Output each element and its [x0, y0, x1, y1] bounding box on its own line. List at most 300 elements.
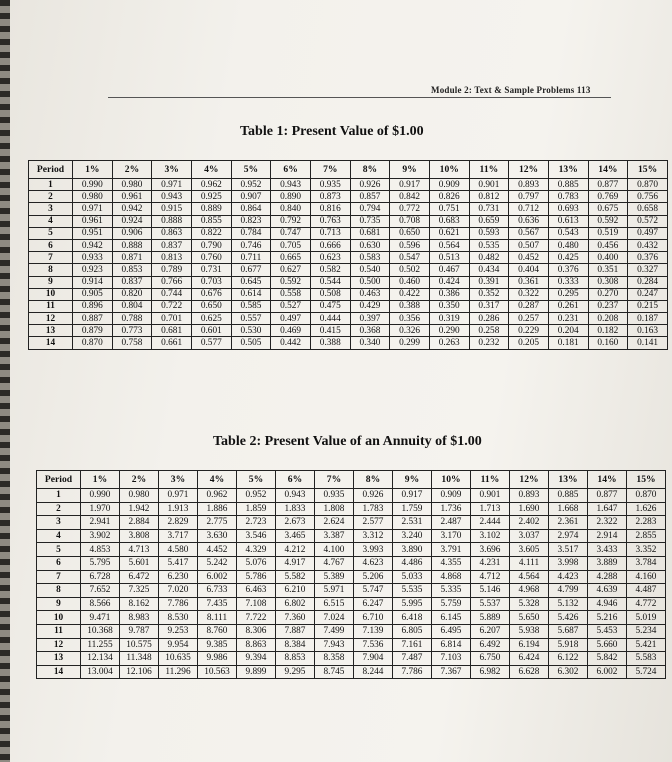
value-cell: 0.215	[628, 300, 668, 312]
value-cell: 7.103	[432, 652, 471, 666]
table-row	[37, 584, 666, 598]
value-cell: 10.368	[81, 624, 120, 638]
value-cell: 0.924	[112, 215, 152, 227]
value-cell: 8.760	[198, 624, 237, 638]
value-cell: 3.433	[588, 543, 627, 557]
value-cell: 6.145	[432, 611, 471, 625]
table2-title: Table 2: Present Value of an Annuity of $1.00	[213, 434, 482, 449]
value-cell: 3.465	[276, 529, 315, 543]
value-cell: 0.804	[112, 300, 152, 312]
rate-column-header: 3%	[152, 161, 192, 179]
value-cell: 0.497	[271, 313, 311, 325]
value-cell: 0.376	[548, 264, 588, 276]
value-cell: 3.696	[471, 543, 510, 557]
value-cell: 9.253	[159, 624, 198, 638]
value-cell: 0.182	[588, 325, 628, 337]
value-cell: 2.974	[549, 529, 588, 543]
table-row	[37, 543, 666, 557]
rate-column-header: 4%	[191, 161, 231, 179]
value-cell: 8.162	[120, 597, 159, 611]
value-cell: 0.452	[509, 252, 549, 264]
value-cell: 4.580	[159, 543, 198, 557]
value-cell: 7.943	[315, 638, 354, 652]
value-cell: 0.826	[429, 191, 469, 203]
value-cell: 5.795	[81, 556, 120, 570]
value-cell: 0.425	[548, 252, 588, 264]
value-cell: 0.287	[509, 300, 549, 312]
value-cell: 5.842	[588, 652, 627, 666]
rate-column-header: 1%	[81, 471, 120, 489]
rate-column-header: 11%	[469, 161, 509, 179]
value-cell: 8.306	[237, 624, 276, 638]
value-cell: 0.544	[310, 276, 350, 288]
value-cell: 0.792	[271, 215, 311, 227]
value-cell: 0.952	[237, 489, 276, 503]
value-cell: 0.980	[112, 179, 152, 191]
period-cell: 7	[37, 570, 81, 584]
period-cell: 8	[37, 584, 81, 598]
value-cell: 6.230	[159, 570, 198, 584]
period-cell: 4	[29, 215, 73, 227]
value-cell: 2.361	[549, 516, 588, 530]
value-cell: 3.717	[159, 529, 198, 543]
value-cell: 0.650	[390, 227, 430, 239]
value-cell: 0.681	[152, 325, 192, 337]
value-cell: 0.270	[588, 288, 628, 300]
value-cell: 0.422	[390, 288, 430, 300]
table-row	[29, 264, 668, 276]
value-cell: 0.915	[152, 203, 192, 215]
value-cell: 5.033	[393, 570, 432, 584]
value-cell: 1.647	[588, 502, 627, 516]
value-cell: 3.240	[393, 529, 432, 543]
value-cell: 0.527	[271, 300, 311, 312]
value-cell: 1.626	[627, 502, 666, 516]
period-cell: 10	[29, 288, 73, 300]
value-cell: 0.703	[191, 276, 231, 288]
value-cell: 0.601	[191, 325, 231, 337]
value-cell: 7.161	[393, 638, 432, 652]
value-cell: 0.711	[231, 252, 271, 264]
value-cell: 0.432	[628, 239, 668, 251]
value-cell: 0.893	[509, 179, 549, 191]
rate-column-header: 9%	[390, 161, 430, 179]
value-cell: 4.355	[432, 556, 471, 570]
value-cell: 12.134	[81, 652, 120, 666]
annuity-present-value-table	[36, 470, 666, 679]
value-cell: 0.870	[73, 337, 113, 349]
value-cell: 6.710	[354, 611, 393, 625]
value-cell: 0.658	[628, 203, 668, 215]
value-cell: 2.283	[627, 516, 666, 530]
value-cell: 8.358	[315, 652, 354, 666]
rate-column-header: 13%	[549, 471, 588, 489]
value-cell: 0.593	[469, 227, 509, 239]
value-cell: 8.530	[159, 611, 198, 625]
period-cell: 9	[29, 276, 73, 288]
header-rule	[108, 97, 611, 98]
table-row	[37, 502, 666, 516]
value-cell: 4.968	[510, 584, 549, 598]
value-cell: 4.452	[198, 543, 237, 557]
value-cell: 0.693	[548, 203, 588, 215]
value-cell: 5.146	[471, 584, 510, 598]
value-cell: 0.391	[469, 276, 509, 288]
value-cell: 0.840	[271, 203, 311, 215]
value-cell: 0.295	[548, 288, 588, 300]
value-cell: 5.582	[276, 570, 315, 584]
book-page	[8, 0, 672, 762]
rate-column-header: 2%	[112, 161, 152, 179]
value-cell: 0.961	[73, 215, 113, 227]
period-cell: 12	[29, 313, 73, 325]
period-cell: 5	[37, 543, 81, 557]
value-cell: 6.802	[276, 597, 315, 611]
value-cell: 3.791	[432, 543, 471, 557]
table-row	[37, 489, 666, 503]
value-cell: 0.722	[152, 300, 192, 312]
value-cell: 0.943	[271, 179, 311, 191]
value-cell: 5.206	[354, 570, 393, 584]
value-cell: 0.926	[350, 179, 390, 191]
table-row	[29, 288, 668, 300]
value-cell: 0.567	[509, 227, 549, 239]
value-cell: 4.868	[432, 570, 471, 584]
period-cell: 14	[37, 665, 81, 679]
value-cell: 0.933	[73, 252, 113, 264]
value-cell: 0.794	[350, 203, 390, 215]
value-cell: 0.701	[152, 313, 192, 325]
value-cell: 4.486	[393, 556, 432, 570]
value-cell: 8.111	[198, 611, 237, 625]
value-cell: 0.990	[81, 489, 120, 503]
value-cell: 0.962	[198, 489, 237, 503]
value-cell: 0.535	[469, 239, 509, 251]
value-cell: 0.842	[390, 191, 430, 203]
value-cell: 4.212	[276, 543, 315, 557]
value-cell: 11.348	[120, 652, 159, 666]
value-cell: 0.231	[548, 313, 588, 325]
value-cell: 2.884	[120, 516, 159, 530]
value-cell: 9.986	[198, 652, 237, 666]
value-cell: 0.747	[271, 227, 311, 239]
value-cell: 0.926	[354, 489, 393, 503]
value-cell: 4.853	[81, 543, 120, 557]
spiral-binding	[0, 0, 10, 762]
value-cell: 5.076	[237, 556, 276, 570]
value-cell: 0.708	[390, 215, 430, 227]
value-cell: 0.853	[112, 264, 152, 276]
value-cell: 0.340	[350, 337, 390, 349]
value-cell: 0.990	[73, 179, 113, 191]
value-cell: 7.887	[276, 624, 315, 638]
value-cell: 3.808	[120, 529, 159, 543]
period-cell: 6	[37, 556, 81, 570]
value-cell: 0.790	[191, 239, 231, 251]
period-cell: 3	[37, 516, 81, 530]
value-cell: 0.705	[271, 239, 311, 251]
value-cell: 0.877	[588, 489, 627, 503]
value-cell: 0.675	[588, 203, 628, 215]
value-cell: 0.857	[350, 191, 390, 203]
value-cell: 0.482	[469, 252, 509, 264]
rate-column-header: 14%	[588, 471, 627, 489]
value-cell: 5.971	[315, 584, 354, 598]
value-cell: 0.497	[628, 227, 668, 239]
period-cell: 2	[37, 502, 81, 516]
value-cell: 0.744	[152, 288, 192, 300]
value-cell: 4.160	[627, 570, 666, 584]
period-cell: 8	[29, 264, 73, 276]
value-cell: 1.690	[510, 502, 549, 516]
value-cell: 0.676	[191, 288, 231, 300]
value-cell: 0.415	[310, 325, 350, 337]
value-cell: 0.141	[628, 337, 668, 349]
value-cell: 7.904	[354, 652, 393, 666]
value-cell: 9.394	[237, 652, 276, 666]
value-cell: 4.111	[510, 556, 549, 570]
value-cell: 3.037	[510, 529, 549, 543]
value-cell: 6.982	[471, 665, 510, 679]
value-cell: 0.731	[191, 264, 231, 276]
value-cell: 0.160	[588, 337, 628, 349]
table-row	[29, 239, 668, 251]
value-cell: 5.786	[237, 570, 276, 584]
period-column-header: Period	[37, 471, 81, 489]
value-cell: 0.187	[628, 313, 668, 325]
value-cell: 0.429	[350, 300, 390, 312]
value-cell: 0.317	[469, 300, 509, 312]
value-cell: 0.543	[548, 227, 588, 239]
value-cell: 7.108	[237, 597, 276, 611]
rate-column-header: 15%	[627, 471, 666, 489]
value-cell: 2.322	[588, 516, 627, 530]
value-cell: 6.207	[471, 624, 510, 638]
value-cell: 1.886	[198, 502, 237, 516]
value-cell: 0.519	[588, 227, 628, 239]
rate-column-header: 9%	[393, 471, 432, 489]
value-cell: 0.905	[73, 288, 113, 300]
value-cell: 0.784	[231, 227, 271, 239]
value-cell: 0.540	[350, 264, 390, 276]
value-cell: 1.859	[237, 502, 276, 516]
value-cell: 0.837	[112, 276, 152, 288]
value-cell: 0.885	[549, 489, 588, 503]
value-cell: 0.627	[271, 264, 311, 276]
value-cell: 6.733	[198, 584, 237, 598]
period-cell: 12	[37, 638, 81, 652]
value-cell: 6.495	[432, 624, 471, 638]
value-cell: 0.530	[231, 325, 271, 337]
value-cell: 0.971	[159, 489, 198, 503]
table-row	[29, 191, 668, 203]
value-cell: 0.258	[469, 325, 509, 337]
value-cell: 3.630	[198, 529, 237, 543]
value-cell: 0.333	[548, 276, 588, 288]
table-row	[37, 529, 666, 543]
value-cell: 0.887	[73, 313, 113, 325]
value-cell: 4.564	[510, 570, 549, 584]
value-cell: 6.002	[588, 665, 627, 679]
value-cell: 1.736	[432, 502, 471, 516]
value-cell: 9.954	[159, 638, 198, 652]
value-cell: 0.356	[390, 313, 430, 325]
value-cell: 0.400	[588, 252, 628, 264]
value-cell: 0.505	[231, 337, 271, 349]
value-cell: 0.665	[271, 252, 311, 264]
value-cell: 4.639	[588, 584, 627, 598]
value-cell: 2.487	[432, 516, 471, 530]
value-cell: 9.787	[120, 624, 159, 638]
value-cell: 0.308	[588, 276, 628, 288]
value-cell: 0.444	[310, 313, 350, 325]
value-cell: 6.728	[81, 570, 120, 584]
value-cell: 0.893	[510, 489, 549, 503]
period-cell: 5	[29, 227, 73, 239]
value-cell: 0.855	[191, 215, 231, 227]
period-cell: 1	[29, 179, 73, 191]
value-cell: 0.204	[548, 325, 588, 337]
rate-column-header: 10%	[429, 161, 469, 179]
value-cell: 5.417	[159, 556, 198, 570]
value-cell: 7.024	[315, 611, 354, 625]
value-cell: 0.467	[429, 264, 469, 276]
value-cell: 0.621	[429, 227, 469, 239]
value-cell: 2.775	[198, 516, 237, 530]
value-cell: 0.361	[509, 276, 549, 288]
value-cell: 0.837	[152, 239, 192, 251]
table-row	[29, 179, 668, 191]
value-cell: 0.961	[112, 191, 152, 203]
value-cell: 0.623	[310, 252, 350, 264]
table-row	[29, 215, 668, 227]
value-cell: 1.808	[315, 502, 354, 516]
value-cell: 0.613	[548, 215, 588, 227]
value-cell: 5.601	[120, 556, 159, 570]
value-cell: 1.970	[81, 502, 120, 516]
value-cell: 8.244	[354, 665, 393, 679]
value-cell: 7.786	[159, 597, 198, 611]
value-cell: 7.139	[354, 624, 393, 638]
value-cell: 0.952	[231, 179, 271, 191]
value-cell: 5.421	[627, 638, 666, 652]
value-cell: 7.325	[120, 584, 159, 598]
value-cell: 5.747	[354, 584, 393, 598]
value-cell: 3.170	[432, 529, 471, 543]
table-row	[29, 325, 668, 337]
value-cell: 6.805	[393, 624, 432, 638]
rate-column-header: 5%	[237, 471, 276, 489]
value-cell: 0.935	[310, 179, 350, 191]
table-row	[37, 611, 666, 625]
value-cell: 1.713	[471, 502, 510, 516]
value-cell: 6.750	[471, 652, 510, 666]
value-cell: 4.288	[588, 570, 627, 584]
value-cell: 6.194	[510, 638, 549, 652]
value-cell: 0.263	[429, 337, 469, 349]
value-cell: 0.327	[628, 264, 668, 276]
period-cell: 3	[29, 203, 73, 215]
value-cell: 0.284	[628, 276, 668, 288]
period-cell: 10	[37, 611, 81, 625]
value-cell: 0.870	[627, 489, 666, 503]
table-row	[29, 300, 668, 312]
value-cell: 5.234	[627, 624, 666, 638]
value-cell: 0.746	[231, 239, 271, 251]
value-cell: 6.628	[510, 665, 549, 679]
value-cell: 0.596	[390, 239, 430, 251]
value-cell: 0.888	[152, 215, 192, 227]
value-cell: 0.864	[231, 203, 271, 215]
table-row	[29, 313, 668, 325]
rate-column-header: 7%	[310, 161, 350, 179]
value-cell: 0.772	[390, 203, 430, 215]
period-cell: 7	[29, 252, 73, 264]
value-cell: 5.242	[198, 556, 237, 570]
value-cell: 10.563	[198, 665, 237, 679]
value-cell: 0.901	[469, 179, 509, 191]
value-cell: 8.384	[276, 638, 315, 652]
table-row	[29, 276, 668, 288]
value-cell: 0.677	[231, 264, 271, 276]
value-cell: 0.442	[271, 337, 311, 349]
value-cell: 1.833	[276, 502, 315, 516]
period-cell: 4	[37, 529, 81, 543]
value-cell: 1.668	[549, 502, 588, 516]
table1-title: Table 1: Present Value of $1.00	[240, 124, 424, 139]
value-cell: 0.261	[548, 300, 588, 312]
value-cell: 5.335	[432, 584, 471, 598]
value-cell: 0.388	[310, 337, 350, 349]
rate-column-header: 7%	[315, 471, 354, 489]
value-cell: 0.823	[231, 215, 271, 227]
rate-column-header: 12%	[510, 471, 549, 489]
rate-column-header: 10%	[432, 471, 471, 489]
value-cell: 0.773	[112, 325, 152, 337]
period-cell: 9	[37, 597, 81, 611]
value-cell: 0.870	[628, 179, 668, 191]
value-cell: 5.216	[588, 611, 627, 625]
value-cell: 0.319	[429, 313, 469, 325]
value-cell: 9.385	[198, 638, 237, 652]
rate-column-header: 4%	[198, 471, 237, 489]
value-cell: 9.471	[81, 611, 120, 625]
value-cell: 0.299	[390, 337, 430, 349]
value-cell: 0.731	[469, 203, 509, 215]
value-cell: 0.564	[429, 239, 469, 251]
table-row	[29, 227, 668, 239]
value-cell: 4.799	[549, 584, 588, 598]
value-cell: 0.901	[471, 489, 510, 503]
rate-column-header: 1%	[73, 161, 113, 179]
value-cell: 1.783	[354, 502, 393, 516]
value-cell: 12.106	[120, 665, 159, 679]
value-cell: 0.376	[628, 252, 668, 264]
value-cell: 0.962	[191, 179, 231, 191]
value-cell: 0.873	[310, 191, 350, 203]
value-cell: 0.917	[393, 489, 432, 503]
period-cell: 13	[29, 325, 73, 337]
value-cell: 6.002	[198, 570, 237, 584]
value-cell: 0.971	[152, 179, 192, 191]
value-cell: 9.295	[276, 665, 315, 679]
value-cell: 0.232	[469, 337, 509, 349]
period-cell: 1	[37, 489, 81, 503]
value-cell: 0.557	[231, 313, 271, 325]
table-row	[29, 337, 668, 349]
rate-column-header: 3%	[159, 471, 198, 489]
value-cell: 0.460	[390, 276, 430, 288]
